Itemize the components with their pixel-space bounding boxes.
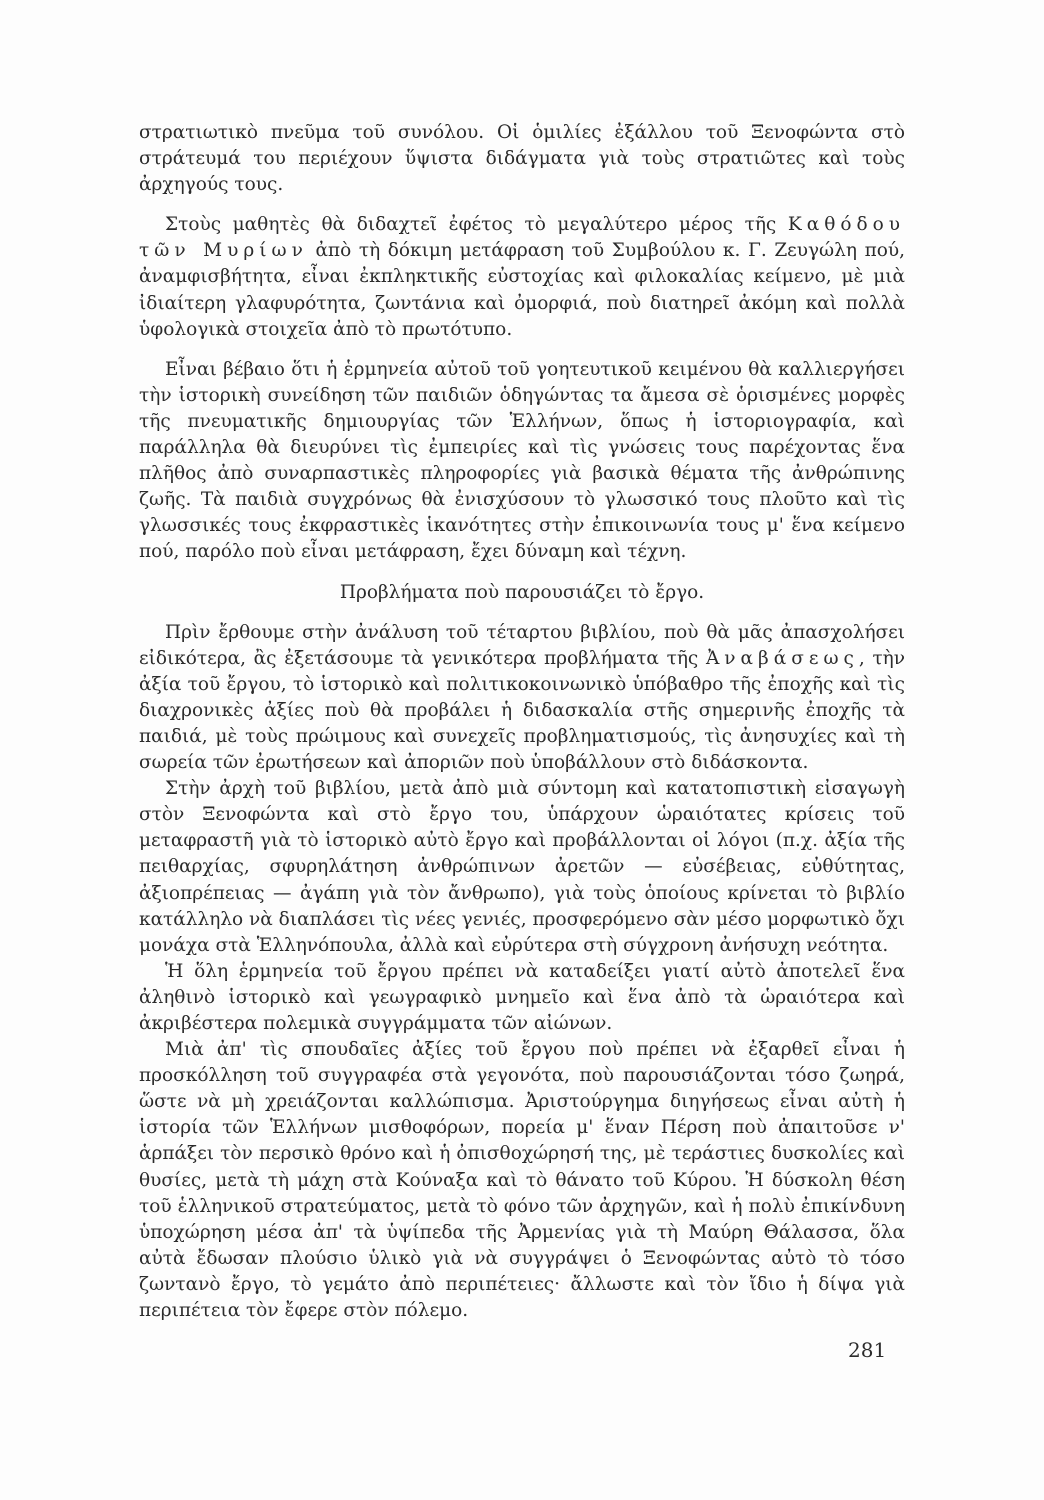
work-title-anabaseos: Ἀναβάσεως xyxy=(705,647,859,669)
paragraph-4-after: , τὴν ἀξία τοῦ ἔργου, τὸ ἱστορικὸ καὶ πολιτικοκοινωνικὸ ὑπόβαθρο τῆς ἐποχῆς καὶ τὶς διαχρονικὲς ἀξίες ποὺ θὰ προβάλει ἡ διδασκαλία στῆς σημερινῆς ἐποχῆς τὰ παιδιά, μὲ τοὺς πρώιμους καὶ συνεχεῖς προβληματισμούς, τὶς ἀνησυχίες καὶ τὴ σωρεία τῶν ἐρωτήσεων καὶ ἀποριῶν ποὺ ὑποβάλλουν στὸ διδάσκοντα. xyxy=(139,647,906,774)
paragraph-3: Εἶναι βέβαιο ὅτι ἡ ἑρμηνεία αὐτοῦ τοῦ γοητευτικοῦ κειμένου θὰ καλλιεργήσει τὴν ἱστορικὴ συνείδηση τῶν παιδιῶν ὁδηγώντας τα ἄμεσα σὲ ὁρισμένες μορφὲς τῆς πνευματικῆς δημιουργίας τῶν Ἑλλήνων, ὅπως ἡ ἱστοριογραφία, καὶ παράλληλα θὰ διευρύνει τὶς ἐμπειρίες καὶ τὶς γνώσεις τους παρέχοντας ἕνα πλῆθος ἀπὸ συναρπαστικὲς πληροφορίες γιὰ βασικὰ θέματα τῆς ἀνθρώπινης ζωῆς. Τὰ παιδιὰ συγχρόνως θὰ ἐνισχύσουν τὸ γλωσσικό τους πλοῦτο καὶ τὶς γλωσσικές τους ἐκφραστικὲς ἱκανότητες στὴν ἐπικοινωνία τους μ' ἕνα κείμενο πού, παρόλο ποὺ εἶναι μετάφραση, ἔχει δύναμη καὶ τέχνη. xyxy=(139,358,905,563)
body-text xyxy=(139,120,905,1324)
work-title-anabasis: Καθόδου τῶν Μυρίων xyxy=(139,214,905,262)
paragraph-7: Μιὰ ἀπ' τὶς σπουδαῖες ἀξίες τοῦ ἔργου ποὺ πρέπει νὰ ἐξαρθεῖ εἶναι ἡ προσκόλληση τοῦ συγγραφέα στὰ γεγονότα, ποὺ παρουσιάζονται τόσο ζωηρά, ὥστε νὰ μὴ χρειάζονται καλλώπισμα. Ἀριστούργημα διηγήσεως εἶναι αὐτὴ ἡ ἱστορία τῶν Ἑλλήνων μισθοφόρων, πορεία μ' ἕναν Πέρση ποὺ ἀπαιτοῦσε ν' ἁρπάξει τὸν περσικὸ θρόνο καὶ ἡ ὀπισθοχώρησή της, μὲ τεράστιες δυσκολίες καὶ θυσίες, μετὰ τὴ μάχη στὰ Κούναξα καὶ τὸ θάνατο τοῦ Κύρου. Ἡ δύσκολη θέση τοῦ ἑλληνικοῦ στρατεύματος, μετὰ τὸ φόνο τῶν ἀρχηγῶν, καὶ ἡ πολὺ ἐπικίνδυνη ὑποχώρηση μέσα ἀπ' τὰ ὑψίπεδα τῆς Ἀρμενίας γιὰ τὴ Μαύρη Θάλασσα, ὅλα αὐτὰ ἔδωσαν πλούσιο ὑλικὸ γιὰ νὰ συγγράψει ὁ Ξενοφώντας αὐτὸ τὸ τόσο ζωντανὸ ἔργο, τὸ γεμάτο ἀπὸ περιπέτειες· ἄλλωστε καὶ τὸν ἴδιο ἡ δίψα γιὰ περιπέτεια τὸν ἔφερε στὸν πόλεμο. xyxy=(139,1039,905,1322)
paragraph-1: στρατιωτικὸ πνεῦμα τοῦ συνόλου. Οἱ ὁμιλίες ἐξάλλου τοῦ Ξενοφώντα στὸ στράτευμά του περιέχουν ὕψιστα διδάγματα γιὰ τοὺς στρατιῶτες καὶ τοὺς ἀρχηγούς τους. xyxy=(139,122,905,196)
paragraph-5: Στὴν ἀρχὴ τοῦ βιβλίου, μετὰ ἀπὸ μιὰ σύντομη καὶ κατατοπιστικὴ εἰσαγωγὴ στὸν Ξενοφώντα καὶ στὸ ἔργο του, ὑπάρχουν ὡραιότατες κρίσεις τοῦ μεταφραστῆ γιὰ τὸ ἱστορικὸ αὐτὸ ἔργο καὶ προβάλλονται οἱ λόγοι (π.χ. ἀξία τῆς πειθαρχίας, σφυρηλάτηση ἀνθρώπινων ἀρετῶν — εὐσέβειας, εὐθύτητας, ἀξιοπρέπειας — ἀγάπη γιὰ τὸν ἄνθρωπο), γιὰ τοὺς ὁποίους κρίνεται τὸ βιβλίο κατάλληλο νὰ διαπλάσει τὶς νέες γενιές, προσφερόμενο σὰν μέσο μορφωτικὸ ὄχι μονάχα στὰ Ἑλληνόπουλα, ἀλλὰ καὶ εὐρύτερα στὴ σύγχρονη ἀνήσυχη νεότητα. xyxy=(139,778,905,956)
paragraph-6: Ἡ ὅλη ἑρμηνεία τοῦ ἔργου πρέπει νὰ καταδείξει γιατί αὐτὸ ἀποτελεῖ ἕνα ἀληθινὸ ἱστορικὸ καὶ γεωγραφικὸ μνημεῖο καὶ ἕνα ἀπὸ τὰ ὡραιότερα καὶ ἀκριβέστερα πολεμικὰ συγγράμματα τῶν αἰώνων. xyxy=(139,960,905,1034)
paragraph-2 xyxy=(139,212,905,342)
section-heading: Προβλήματα ποὺ παρουσιάζει τὸ ἔργο. xyxy=(339,581,705,603)
page-number: 281 xyxy=(848,1338,887,1362)
paragraph-2-after: ἀπὸ τὴ δόκιμη μετάφραση τοῦ Συμβούλου κ. Γ. Ζευγώλη πού, ἀναμφισβήτητα, εἶναι ἐκπληκτικῆς εὐστοχίας καὶ φιλοκαλίας κείμενο, μὲ μιὰ ἰδιαίτερη γλαφυρότητα, ζωντάνια καὶ ὀμορφιά, ποὺ διατηρεῖ ἀκόμη καὶ πολλὰ ὑφολογικὰ στοιχεῖα ἀπὸ τὸ πρωτότυπο. xyxy=(139,240,905,340)
paragraph-2-before: Στοὺς μαθητὲς θὰ διδαχτεῖ ἐφέτος τὸ μεγαλύτερο μέρος τῆς xyxy=(165,214,788,236)
paragraph-4-before: Πρὶν ἔρθουμε στὴν ἀνάλυση τοῦ τέταρτου βιβλίου, ποὺ θὰ μᾶς ἀπασχολήσει εἰδικότερα, ἂς ἐξετάσουμε τὰ γενικότερα προβλήματα τῆς xyxy=(139,621,905,669)
paragraph-4 xyxy=(139,620,905,777)
